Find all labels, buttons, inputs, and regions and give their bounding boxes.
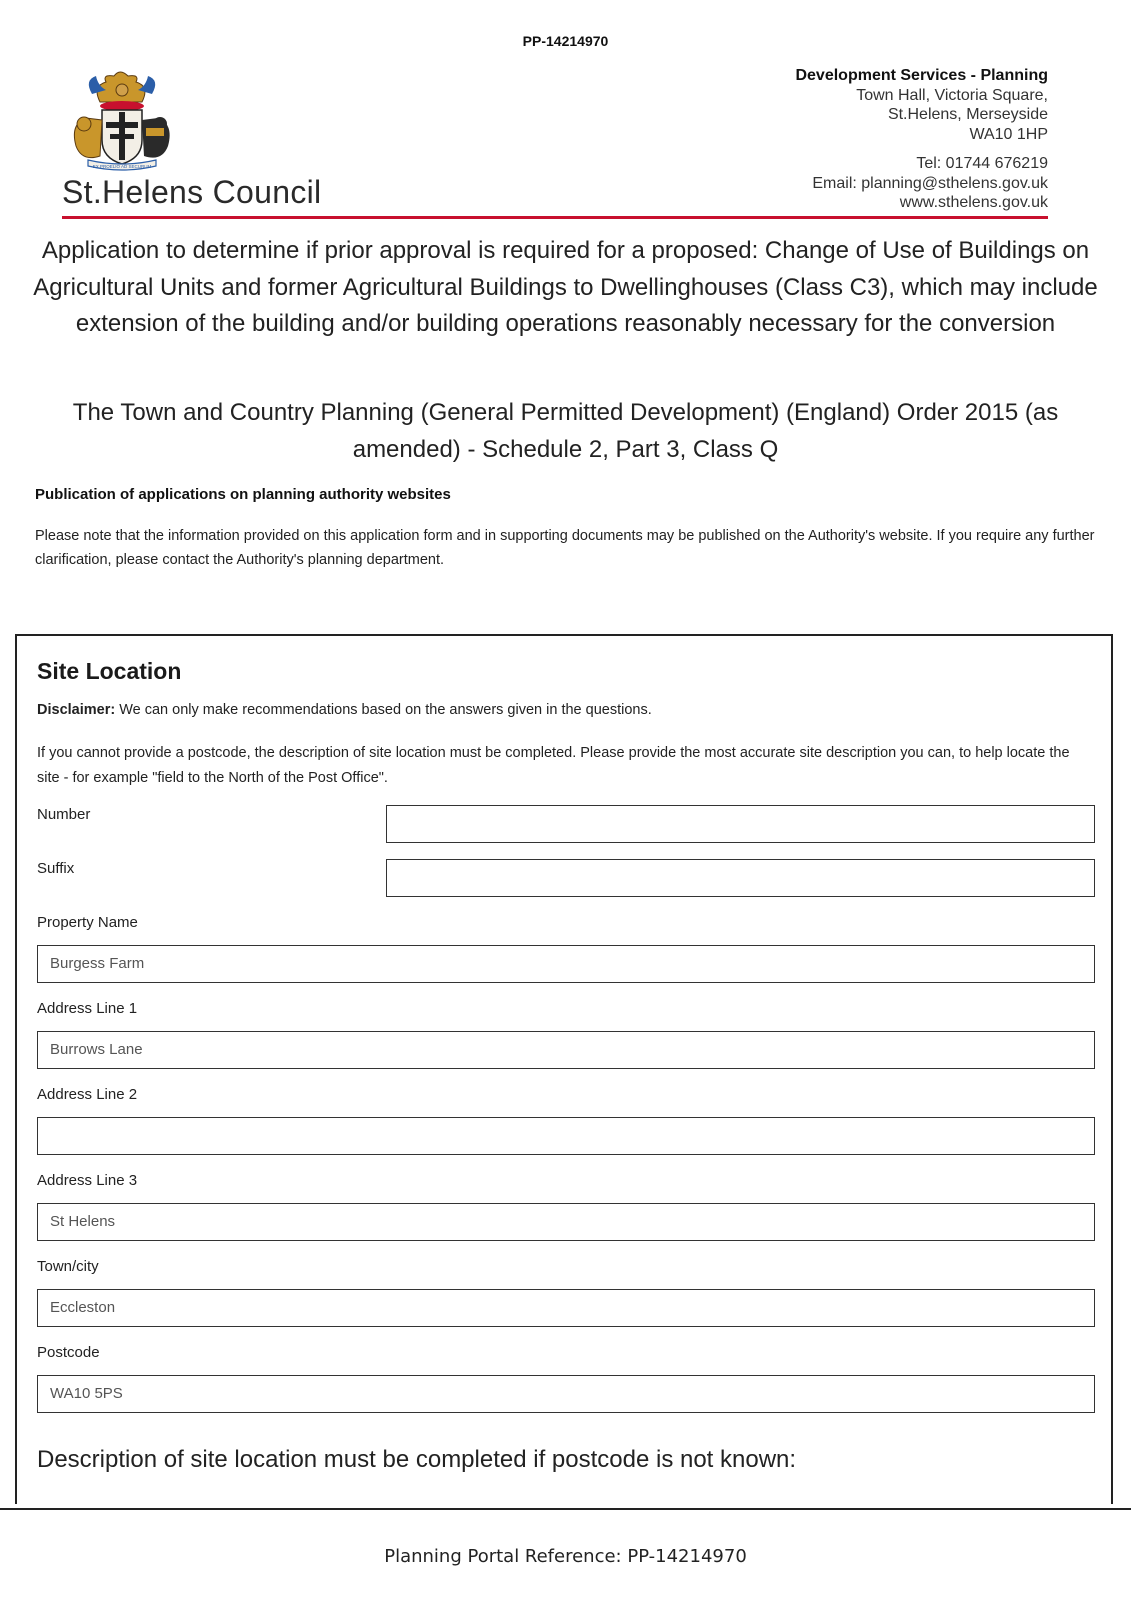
suffix-label: Suffix	[37, 860, 75, 877]
town-city-label: Town/city	[37, 1258, 99, 1275]
reference-number: PP-14214970	[522, 33, 609, 49]
address-line-1-input[interactable]: Burrows Lane	[37, 1031, 1095, 1069]
footer-reference: Planning Portal Reference: PP-14214970	[384, 1546, 747, 1567]
site-description-heading: Description of site location must be completed if postcode is not known:	[37, 1446, 797, 1473]
council-name: St.Helens Council	[62, 174, 322, 210]
address-line-1: Town Hall, Victoria Square,	[856, 86, 1048, 104]
address-line-3-label: Address Line 3	[37, 1172, 138, 1189]
application-subtitle: The Town and Country Planning (General Permitted Development) (England) Order 2015 (as amended) - Schedule 2, Part 3, Class Q	[72, 399, 1059, 463]
disclaimer-label: Disclaimer:	[37, 702, 116, 718]
disclaimer	[37, 702, 652, 718]
site-location-heading: Site Location	[37, 658, 182, 684]
header-divider	[62, 216, 1048, 219]
address-line-2-label: Address Line 2	[37, 1086, 138, 1103]
address-postcode: WA10 1HP	[969, 125, 1048, 143]
number-label: Number	[37, 806, 91, 823]
department-name: Development Services - Planning	[795, 67, 1048, 84]
council-crest-logo	[62, 68, 182, 180]
website: www.sthelens.gov.uk	[899, 194, 1048, 211]
application-title: Application to determine if prior approval is required for a proposed: Change of Use of Buildings on Agricultural Units and former Agricultural Buildings to Dwellinghouses (Class C3), which may include extension of the building and/or building operations reasonably necessary for the conversion	[33, 237, 1098, 337]
postcode-input[interactable]: WA10 5PS	[37, 1375, 1095, 1413]
postcode-note: If you cannot provide a postcode, the description of site location must be completed. Please provide the most accurate site description you can, to help locate the site - for example "field to the North of the Post Office".	[37, 745, 1070, 786]
number-input[interactable]	[386, 805, 1095, 843]
telephone: Tel: 01744 676219	[916, 155, 1048, 172]
email: Email: planning@sthelens.gov.uk	[812, 174, 1048, 192]
publication-text: Please note that the information provided on this application form and in supporting documents may be published on the Authority's website. If you require any further clarification, please contact the Authority's planning department.	[35, 528, 1095, 568]
page-bottom-divider	[0, 1508, 1131, 1510]
property-name-label: Property Name	[37, 914, 138, 931]
postcode-label: Postcode	[37, 1344, 100, 1361]
address-line-1-label: Address Line 1	[37, 1000, 138, 1017]
address-line-3-input[interactable]: St Helens	[37, 1203, 1095, 1241]
suffix-input[interactable]	[386, 859, 1095, 897]
publication-heading: Publication of applications on planning authority websites	[35, 486, 451, 503]
address-line-2: St.Helens, Merseyside	[887, 106, 1048, 123]
property-name-input[interactable]: Burgess Farm	[37, 945, 1095, 983]
disclaimer-text: We can only make recommendations based on the answers given in the questions.	[115, 702, 652, 718]
svg-text:EX PROELIO AD SECURUM: EX PROELIO AD SECURUM	[92, 164, 152, 169]
address-line-2-input[interactable]	[37, 1117, 1095, 1155]
contact-block	[795, 66, 1048, 213]
town-city-input[interactable]: Eccleston	[37, 1289, 1095, 1327]
